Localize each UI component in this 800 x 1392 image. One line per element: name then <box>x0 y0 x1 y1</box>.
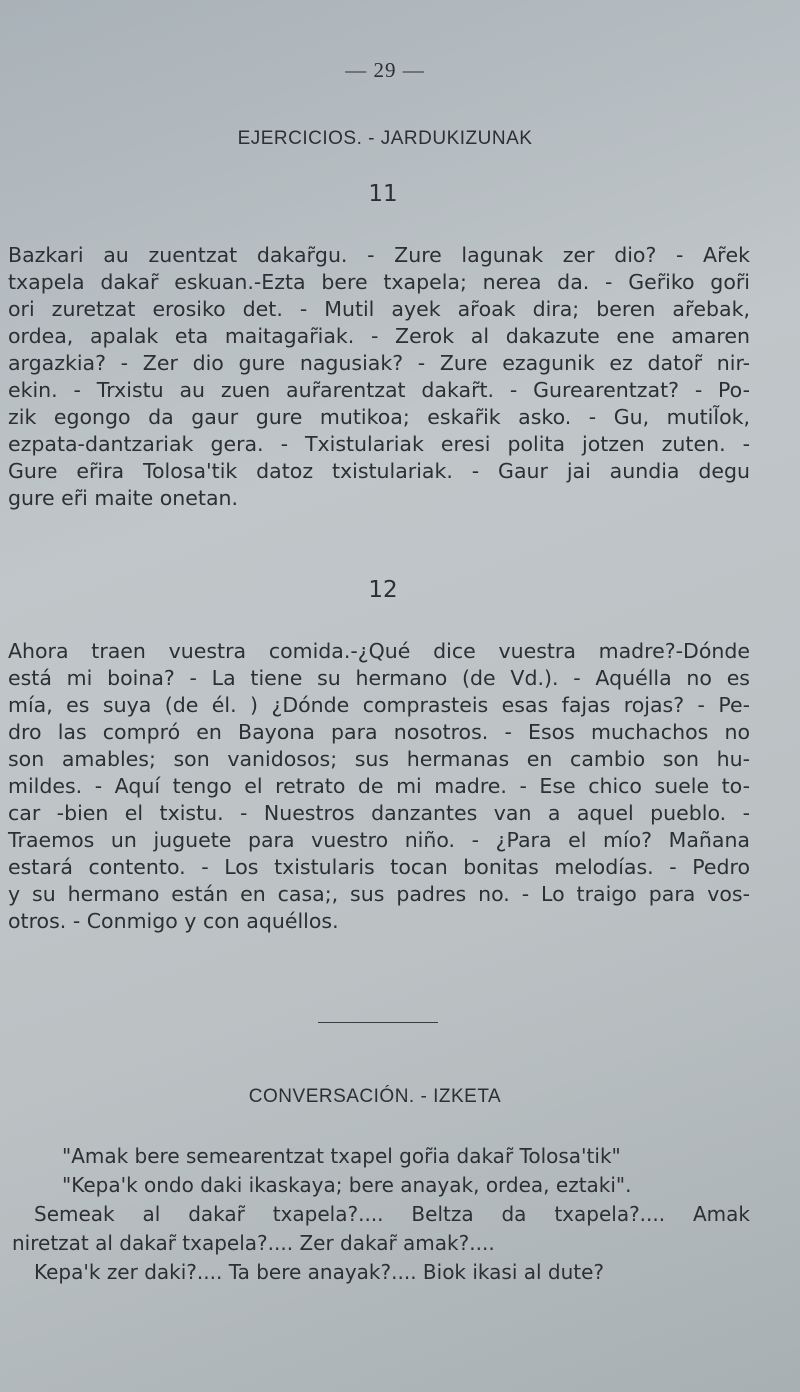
text-line: txapela dakar̃ eskuan.-Ezta bere txapela; nerea da. - Ger̃iko gor̃i <box>8 270 750 294</box>
text-line: niretzat al dakar̃ txapela?.... Zer dakar̃ amak?.... <box>12 1231 495 1255</box>
text-line: Ahora traen vuestra comida.-¿Qué dice vuestra madre?-Dónde <box>8 639 750 663</box>
exercise-number-11: 11 <box>368 181 398 207</box>
page-number: — 29 — <box>345 58 425 82</box>
exercise-12-text <box>8 638 750 935</box>
text-line: ordea, apalak eta maitagar̃iak. - Zerok al dakazute ene amaren <box>8 324 750 348</box>
text-line: otros. - Conmigo y con aquéllos. <box>8 909 339 933</box>
text-line: argazkia? - Zer dio gure nagusiak? - Zure ezagunik ez dator̃ nir- <box>8 351 750 375</box>
exercise-11-text <box>8 242 750 512</box>
text-line: está mi boina? - La tiene su hermano (de Vd.). - Aquélla no es <box>8 666 750 690</box>
conversation-heading: CONVERSACIÓN. - IZKETA <box>248 1086 502 1107</box>
text-line: zik egongo da gaur gure mutikoa; eskar̃ik asko. - Gu, mutil̃ok, <box>8 405 750 429</box>
text-line: ezpata-dantzariak gera. - Txistulariak eresi polita jotzen zuten. - <box>8 432 750 456</box>
text-line: "Amak bere semearentzat txapel gor̃ia dakar̃ Tolosa'tik" <box>62 1144 621 1168</box>
text-line: dro las compró en Bayona para nosotros. - Esos muchachos no <box>8 720 750 744</box>
text-line: gure er̃i maite onetan. <box>8 486 239 510</box>
text-line: son amables; son vanidosos; sus hermanas en cambio son hu- <box>8 747 750 771</box>
text-line: mildes. - Aquí tengo el retrato de mi madre. - Ese chico suele to- <box>8 774 750 798</box>
text-line: ori zuretzat erosiko det. - Mutil ayek ar̃oak dira; beren ar̃ebak, <box>8 297 750 321</box>
text-line: estará contento. - Los txistularis tocan bonitas melodías. - Pedro <box>8 855 750 879</box>
section-heading: EJERCICIOS. - JARDUKIZUNAK <box>237 128 533 149</box>
text-line: car -bien el txistu. - Nuestros danzantes van a aquel pueblo. - <box>8 801 750 825</box>
conversation-text <box>12 1142 750 1287</box>
text-line: "Kepa'k ondo daki ikaskaya; bere anayak, ordea, eztaki". <box>62 1173 632 1197</box>
exercise-number-12: 12 <box>368 577 398 603</box>
text-line: Traemos un juguete para vuestro niño. - ¿Para el mío? Mañana <box>8 828 750 852</box>
section-divider <box>318 1022 438 1023</box>
text-line: ekin. - Trxistu au zuen aur̃arentzat dakar̃t. - Gurearentzat? - Po- <box>8 378 750 402</box>
text-line: Bazkari au zuentzat dakar̃gu. - Zure lagunak zer dio? - Ar̃ek <box>8 243 750 267</box>
text-line: Gure er̃ira Tolosa'tik datoz txistulariak. - Gaur jai aundia degu <box>8 459 750 483</box>
text-line: mía, es suya (de él. ) ¿Dónde comprasteis esas fajas rojas? - Pe- <box>8 693 750 717</box>
text-line: Kepa'k zer daki?.... Ta bere anayak?.... Biok ikasi al dute? <box>34 1260 605 1284</box>
text-line: Semeak al dakar̃ txapela?.... Beltza da txapela?.... Amak <box>34 1202 750 1226</box>
text-line: y su hermano están en casa;, sus padres no. - Lo traigo para vos- <box>8 882 750 906</box>
